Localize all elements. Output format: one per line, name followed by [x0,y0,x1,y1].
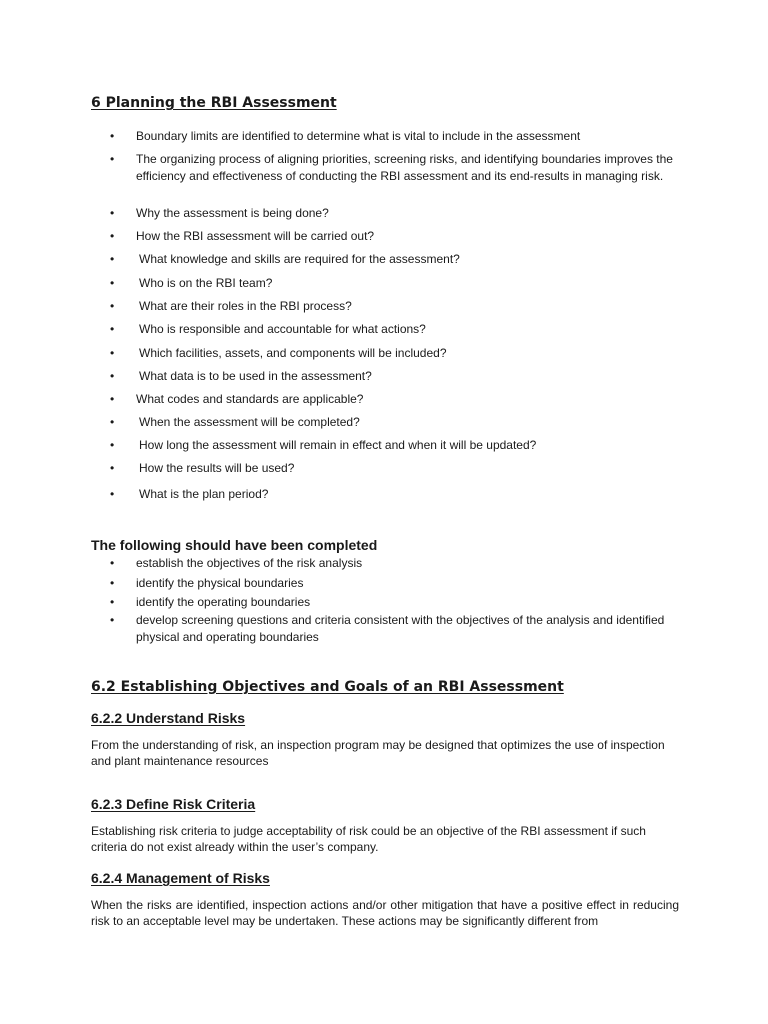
list-item: • How the RBI assessment will be carried out? [110,229,375,243]
list-item: • How long the assessment will remain in effect and when it will be updated? [110,438,537,452]
list-item: • establish the objectives of the risk analysis [110,556,363,570]
bullet-icon: • [110,152,115,166]
bullet-icon: • [110,229,115,243]
list-item: • How the results will be used? [110,461,295,475]
bullet-icon: • [110,129,115,143]
completed-heading: The following should have been completed [91,537,378,553]
list-item: • Boundary limits are identified to determine what is vital to include in the assessment [110,129,581,143]
section-6-2-3-text: Establishing risk criteria to judge acceptability of risk could be an objective of the RBI assessment if such criteria do not exist already within the user’s company. [91,824,646,854]
list-item: • What knowledge and skills are required for the assessment? [110,252,460,266]
bullet-icon: • [110,276,115,290]
bullet-icon: • [110,206,115,220]
section-6-2-heading: 6.2 Establishing Objectives and Goals of an RBI Assessment [91,679,564,695]
list-item: • Who is responsible and accountable for what actions? [110,322,426,336]
list-item: • When the assessment will be completed? [110,415,360,429]
list-item: • What is the plan period? [110,487,269,501]
section-6-2-2-text: From the understanding of risk, an inspection program may be designed that optimizes the use of inspection and plant maintenance resources [91,738,665,768]
bullet-icon: • [110,487,115,501]
section-6-2-4-text: When the risks are identified, inspection actions and/or other mitigation that have a positive effect in reducing risk to an acceptable level may be undertaken. These actions may be significantly different from [91,898,679,928]
bullet-icon: • [110,595,115,609]
list-item: • Why the assessment is being done? [110,206,329,220]
bullet-icon: • [110,613,115,627]
list-item: • What codes and standards are applicable? [110,392,364,406]
bullet-icon: • [110,299,115,313]
bullet-icon: • [110,252,115,266]
section-6-2-2-heading: 6.2.2 Understand Risks [91,710,246,726]
list-item: • identify the physical boundaries [110,576,304,590]
section-6-2-3-heading: 6.2.3 Define Risk Criteria [91,796,256,812]
list-item: • The organizing process of aligning priorities, screening risks, and identifying boundaries improves the efficiency and effectiveness of conducting the RBI assessment and its end-results in managing risk. [110,152,673,183]
bullet-icon: • [110,576,115,590]
list-item: • What data is to be used in the assessment? [110,369,372,383]
list-item: • Who is on the RBI team? [110,276,273,290]
bullet-icon: • [110,415,115,429]
bullet-icon: • [110,392,115,406]
list-item: • What are their roles in the RBI process? [110,299,352,313]
section-6-heading: 6 Planning the RBI Assessment [91,95,337,111]
list-item: • Which facilities, assets, and components will be included? [110,346,447,360]
list-item: • identify the operating boundaries [110,595,311,609]
bullet-icon: • [110,346,115,360]
list-item: • develop screening questions and criteria consistent with the objectives of the analysis and identified physical and operating boundaries [110,613,665,644]
bullet-icon: • [110,461,115,475]
bullet-icon: • [110,322,115,336]
bullet-icon: • [110,556,115,570]
section-6-2-4-heading: 6.2.4 Management of Risks [91,870,270,886]
bullet-icon: • [110,438,115,452]
bullet-icon: • [110,369,115,383]
